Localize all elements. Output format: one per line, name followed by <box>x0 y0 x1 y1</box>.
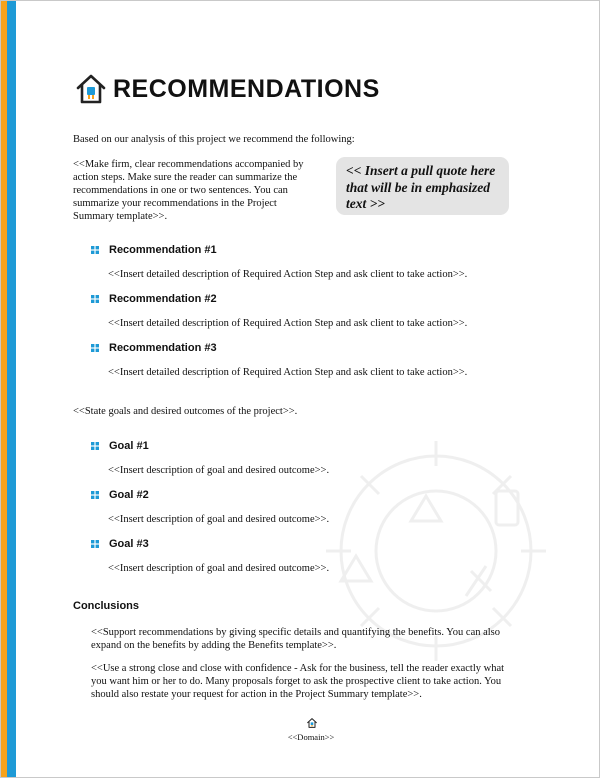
recommendation-description: <<Insert detailed description of Required Action Step and ask client to take action>>. <box>108 367 468 378</box>
recommendation-description: <<Insert detailed description of Required Action Step and ask client to take action>>. <box>108 318 468 329</box>
goal-title: Goal #1 <box>109 440 149 452</box>
goals-intro-text: <<State goals and desired outcomes of the project>>. <box>73 406 298 417</box>
lead-paragraph <box>73 158 335 223</box>
blue-bullet-icon <box>91 246 99 254</box>
conclusions-line: should also restate your request for action in the Project Summary template>>. <box>91 689 422 700</box>
conclusions-line: <<Support recommendations by giving specific details and quantifying the benefits. You can also <box>91 627 501 638</box>
lead-line: summarize your recommendations in the Project <box>73 198 277 209</box>
pull-quote-line: text >> <box>346 196 386 211</box>
intro-text: Based on our analysis of this project we recommend the following: <box>73 134 355 145</box>
goal-description: <<Insert description of goal and desired outcome>>. <box>108 563 330 574</box>
blue-bullet-icon <box>91 295 99 303</box>
recommendation-heading <box>91 342 217 354</box>
blue-bullet-icon <box>91 540 99 548</box>
pull-quote <box>336 157 509 215</box>
recommendation-title: Recommendation #3 <box>109 342 217 354</box>
goal-heading <box>91 440 149 452</box>
recommendation-description: <<Insert detailed description of Required Action Step and ask client to take action>>. <box>108 269 468 280</box>
page-header <box>73 71 380 107</box>
goal-title: Goal #2 <box>109 489 149 501</box>
blue-side-stripe <box>7 1 16 778</box>
goal-description: <<Insert description of goal and desired outcome>>. <box>108 514 330 525</box>
pull-quote-line: << Insert a pull quote here <box>346 163 496 178</box>
goal-heading <box>91 538 149 550</box>
lead-line: recommendations in one or two sentences. You can <box>73 185 288 196</box>
recommendation-title: Recommendation #2 <box>109 293 217 305</box>
lead-line: action steps. Make sure the reader can summarize the <box>73 172 298 183</box>
conclusions-paragraph <box>91 626 531 652</box>
conclusions-paragraph <box>91 662 531 701</box>
blue-bullet-icon <box>91 344 99 352</box>
footer-domain-text: <<Domain>> <box>287 732 335 742</box>
conclusions-line: <<Use a strong close and close with confidence - Ask for the business, tell the reader exactly what <box>91 663 505 674</box>
lead-line: Summary template>>. <box>73 211 168 222</box>
recommendation-heading <box>91 293 217 305</box>
house-plug-icon <box>306 717 318 729</box>
page-title: RECOMMENDATIONS <box>113 74 380 103</box>
goal-description: <<Insert description of goal and desired outcome>>. <box>108 465 330 476</box>
house-plug-icon <box>73 71 109 107</box>
conclusions-heading: Conclusions <box>73 600 140 612</box>
conclusions-line: you want him or her to do. Many proposals forget to ask the prospective client to take action. You <box>91 676 502 687</box>
pull-quote-line: that will be in emphasized <box>346 179 491 195</box>
goal-heading <box>91 489 149 501</box>
lead-line: <<Make firm, clear recommendations accompanied by <box>73 159 304 170</box>
blue-bullet-icon <box>91 491 99 499</box>
goal-title: Goal #3 <box>109 538 149 550</box>
recommendation-title: Recommendation #1 <box>109 244 217 256</box>
recommendation-heading <box>91 244 217 256</box>
blue-bullet-icon <box>91 442 99 450</box>
conclusions-line: expand on the benefits by adding the Benefits template>>. <box>91 640 337 651</box>
